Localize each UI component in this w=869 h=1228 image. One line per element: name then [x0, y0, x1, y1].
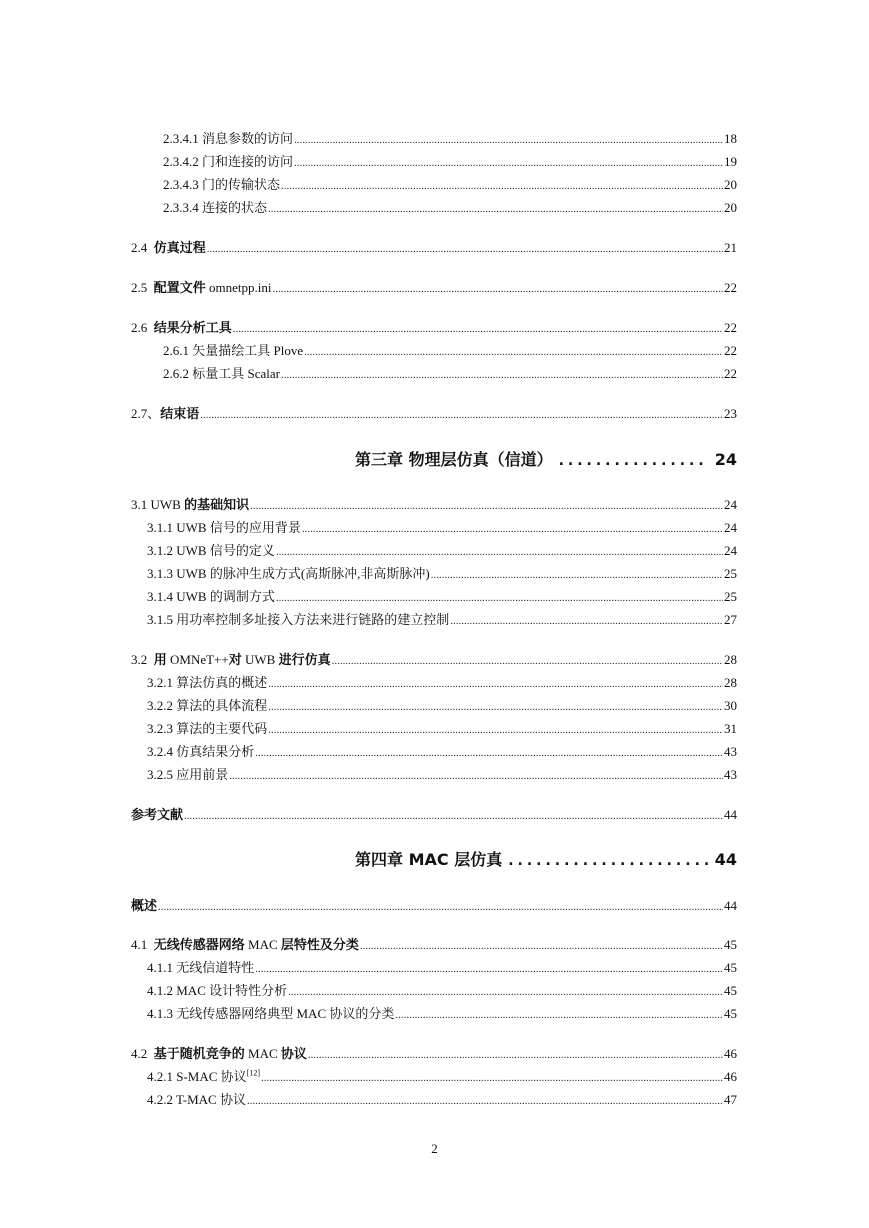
toc-entry-label: 4.2 基于随机竞争的 MAC 协议 — [131, 1046, 307, 1061]
toc-entry-label: 2.6.2 标量工具 Scalar — [163, 366, 280, 381]
dot-leader — [255, 747, 723, 759]
toc-entry[interactable] — [131, 1043, 737, 1062]
toc-entry-page: 30 — [724, 698, 737, 713]
toc-entry-page: 18 — [724, 131, 737, 146]
toc-entry-label: 2.4 仿真过程 — [131, 240, 206, 255]
toc-entry[interactable] — [163, 197, 737, 216]
toc-entry-label: 3.2.3 算法的主要代码 — [147, 721, 268, 736]
toc-entry-page: 46 — [724, 1069, 737, 1084]
toc-entry-label: 3.2.2 算法的具体流程 — [147, 698, 268, 713]
toc-entry-page: 28 — [724, 675, 737, 690]
dot-leader — [229, 770, 723, 782]
toc-entry-label: 3.1.1 UWB 信号的应用背景 — [147, 520, 301, 535]
toc-entry-label: 3.2.1 算法仿真的概述 — [147, 675, 268, 690]
toc-entry[interactable] — [131, 934, 737, 953]
toc-entry-page: 43 — [724, 767, 737, 782]
dot-leader — [294, 134, 723, 146]
dot-leader — [395, 1009, 723, 1021]
toc-entry-page: 20 — [724, 200, 737, 215]
dot-leader — [559, 453, 709, 469]
toc-entry-label: 4.1.2 MAC 设计特性分析 — [147, 983, 288, 998]
toc-entry-page: 24 — [724, 497, 737, 512]
toc-entry-label: 4.2.1 S-MAC 协议[12] — [147, 1068, 261, 1084]
toc-entry-page: 22 — [724, 320, 737, 335]
toc-entry[interactable] — [147, 695, 737, 714]
toc-entry[interactable] — [147, 741, 737, 760]
dot-leader — [508, 853, 709, 869]
toc-entry-page: 45 — [724, 960, 737, 975]
dot-leader — [255, 963, 723, 975]
toc-entry-label: 2.6 结果分析工具 — [131, 320, 232, 335]
dot-leader — [268, 203, 723, 215]
dot-leader — [207, 243, 723, 255]
toc-entry[interactable] — [147, 586, 737, 605]
toc-entry[interactable] — [131, 649, 737, 668]
chapter-heading[interactable] — [355, 847, 737, 870]
toc-entry[interactable] — [147, 672, 737, 691]
toc-entry-page: 22 — [724, 366, 737, 381]
dot-leader — [281, 180, 723, 192]
toc-entry-page: 24 — [724, 520, 737, 535]
toc-entry[interactable] — [147, 540, 737, 559]
toc-entry-page: 46 — [724, 1046, 737, 1061]
dot-leader — [360, 940, 723, 952]
dot-leader — [332, 655, 723, 667]
toc-entry-label: 2.6.1 矢量描绘工具 Plove — [163, 343, 304, 358]
chapter-title: 第四章 MAC 层仿真 — [355, 850, 503, 869]
toc-entry-label: 2.3.4.1 消息参数的访问 — [163, 131, 294, 146]
toc-entry-page: 21 — [724, 240, 737, 255]
toc-entry-label: 3.1.4 UWB 的调制方式 — [147, 589, 275, 604]
toc-entry[interactable] — [131, 403, 737, 422]
toc-entry-label: 3.2 用 OMNeT++对 UWB 进行仿真 — [131, 652, 331, 667]
dot-leader — [233, 323, 723, 335]
dot-leader — [281, 369, 723, 381]
chapter-page: 44 — [714, 850, 737, 869]
dot-leader — [184, 810, 723, 822]
toc-entry[interactable] — [163, 128, 737, 147]
toc-entry[interactable] — [163, 174, 737, 193]
toc-entry-label: 2.5 配置文件 omnetpp.ini — [131, 280, 272, 295]
dot-leader — [431, 569, 723, 581]
toc-entry[interactable] — [131, 494, 737, 513]
toc-entry[interactable] — [147, 1066, 737, 1085]
toc-entry-page: 44 — [724, 807, 737, 822]
dot-leader — [276, 592, 723, 604]
toc-entry-page: 44 — [724, 898, 737, 913]
toc-entry-label: 概述 — [131, 898, 158, 913]
toc-entry-page: 24 — [724, 543, 737, 558]
dot-leader — [250, 500, 723, 512]
toc-entry[interactable] — [147, 1003, 737, 1022]
toc-entry[interactable] — [147, 764, 737, 783]
toc-entry-label: 3.1.2 UWB 信号的定义 — [147, 543, 275, 558]
toc-entry[interactable] — [131, 804, 737, 823]
toc-entry-label: 3.1.3 UWB 的脉冲生成方式(高斯脉冲,非高斯脉冲) — [147, 566, 430, 581]
toc-entry-label: 4.1.3 无线传感器网络典型 MAC 协议的分类 — [147, 1006, 395, 1021]
toc-entry-page: 45 — [724, 937, 737, 952]
toc-entry-label: 2.3.3.4 连接的状态 — [163, 200, 268, 215]
toc-entry-label: 4.1 无线传感器网络 MAC 层特性及分类 — [131, 937, 359, 952]
toc-entry[interactable] — [147, 563, 737, 582]
dot-leader — [200, 409, 723, 421]
dot-leader — [268, 724, 723, 736]
dot-leader — [304, 346, 723, 358]
dot-leader — [276, 546, 723, 558]
toc-entry-page: 43 — [724, 744, 737, 759]
toc-entry-label: 3.2.5 应用前景 — [147, 767, 229, 782]
dot-leader — [268, 701, 723, 713]
toc-entry-page: 23 — [724, 406, 737, 421]
toc-entry-page: 22 — [724, 343, 737, 358]
dot-leader — [450, 615, 723, 627]
toc-entry-label: 2.3.4.3 门的传输状态 — [163, 177, 281, 192]
toc-entry-page: 25 — [724, 589, 737, 604]
toc-entry-label: 3.1 UWB 的基础知识 — [131, 497, 250, 512]
toc-entry-page: 31 — [724, 721, 737, 736]
dot-leader — [261, 1072, 723, 1084]
toc-entry-label: 4.2.2 T-MAC 协议 — [147, 1092, 246, 1107]
toc-entry-label: 3.2.4 仿真结果分析 — [147, 744, 255, 759]
dot-leader — [308, 1049, 723, 1061]
toc-entry[interactable] — [131, 317, 737, 336]
toc-entry-page: 47 — [724, 1092, 737, 1107]
toc-entry-page: 27 — [724, 612, 737, 627]
toc-entry[interactable] — [147, 980, 737, 999]
toc-entry[interactable] — [131, 237, 737, 256]
dot-leader — [158, 901, 723, 913]
toc-entry[interactable] — [163, 151, 737, 170]
toc-entry-page: 45 — [724, 983, 737, 998]
toc-entry-page: 28 — [724, 652, 737, 667]
toc-entry-label: 2.7、结束语 — [131, 406, 200, 421]
dot-leader — [268, 678, 723, 690]
toc-entry-page: 45 — [724, 1006, 737, 1021]
toc-entry-label: 3.1.5 用功率控制多址接入方法来进行链路的建立控制 — [147, 612, 450, 627]
toc-entry-page: 19 — [724, 154, 737, 169]
citation-superscript: [12] — [246, 1068, 261, 1078]
toc-entry-page: 22 — [724, 280, 737, 295]
chapter-heading[interactable] — [355, 447, 737, 470]
dot-leader — [247, 1095, 723, 1107]
toc-entry[interactable] — [131, 895, 737, 914]
toc-entry[interactable] — [147, 517, 737, 536]
toc-entry-label: 2.3.4.2 门和连接的访问 — [163, 154, 294, 169]
toc-entry-page: 25 — [724, 566, 737, 581]
toc-entry[interactable] — [131, 277, 737, 296]
page-number: 2 — [431, 1141, 438, 1156]
toc-entry-page: 20 — [724, 177, 737, 192]
dot-leader — [294, 157, 723, 169]
dot-leader — [272, 283, 723, 295]
toc-entry[interactable] — [147, 1089, 737, 1108]
dot-leader — [302, 523, 723, 535]
toc-entry[interactable] — [147, 609, 737, 628]
toc-entry-label: 4.1.1 无线信道特性 — [147, 960, 255, 975]
toc-entry[interactable] — [163, 340, 737, 359]
toc-entry-label: 参考文献 — [131, 807, 184, 822]
chapter-title: 第三章 物理层仿真（信道） — [355, 450, 553, 469]
toc-entry[interactable] — [163, 363, 737, 382]
chapter-page: 24 — [714, 450, 737, 469]
toc-entry[interactable] — [147, 957, 737, 976]
dot-leader — [288, 986, 723, 998]
toc-entry[interactable] — [147, 718, 737, 737]
